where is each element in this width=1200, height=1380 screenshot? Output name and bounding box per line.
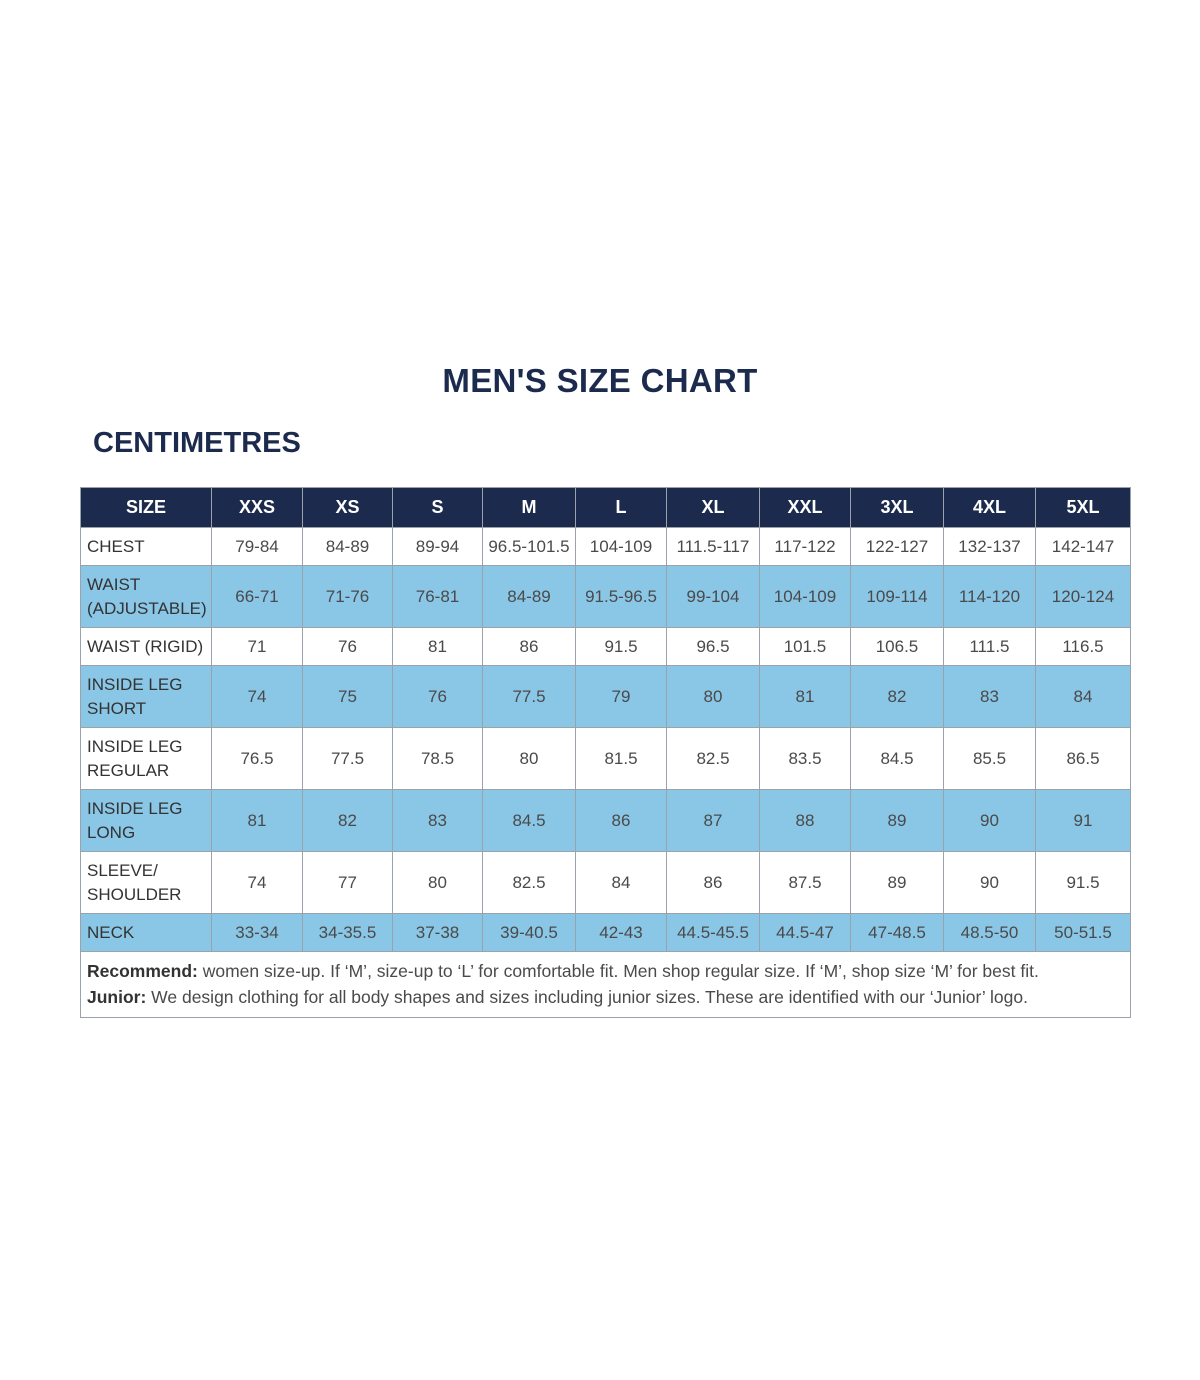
table-body bbox=[81, 528, 1131, 952]
recommend-label: Recommend: bbox=[87, 961, 198, 981]
table-cell: 84 bbox=[1036, 666, 1131, 728]
table-cell: 74 bbox=[212, 852, 303, 914]
table-cell: 86 bbox=[667, 852, 760, 914]
table-cell: 142-147 bbox=[1036, 528, 1131, 566]
table-cell: 82.5 bbox=[483, 852, 576, 914]
table-cell: 74 bbox=[212, 666, 303, 728]
header-size-l: L bbox=[576, 488, 667, 528]
row-label-line: (ADJUSTABLE) bbox=[87, 598, 207, 618]
table-row bbox=[81, 628, 1131, 666]
size-chart-table bbox=[80, 487, 1131, 1018]
table-cell: 84-89 bbox=[483, 566, 576, 628]
table-cell: 83.5 bbox=[760, 728, 851, 790]
table-cell: 50-51.5 bbox=[1036, 914, 1131, 952]
header-size-5xl: 5XL bbox=[1036, 488, 1131, 528]
table-cell: 120-124 bbox=[1036, 566, 1131, 628]
row-label-line: NECK bbox=[87, 922, 135, 942]
row-label-line: CHEST bbox=[87, 536, 145, 556]
table-cell: 82.5 bbox=[667, 728, 760, 790]
row-label-line: WAIST bbox=[87, 574, 141, 594]
row-label-line: INSIDE LEG bbox=[87, 798, 183, 818]
row-label bbox=[81, 914, 212, 952]
table-cell: 89 bbox=[851, 790, 944, 852]
row-label bbox=[81, 566, 212, 628]
notes-row bbox=[81, 952, 1131, 1018]
recommend-text: women size-up. If ‘M’, size-up to ‘L’ for comfortable fit. Men shop regular size. If ‘M’, shop size ‘M’ for best fit. bbox=[197, 961, 1039, 981]
table-cell: 85.5 bbox=[944, 728, 1036, 790]
row-label bbox=[81, 666, 212, 728]
table-cell: 89 bbox=[851, 852, 944, 914]
row-label-line: SHORT bbox=[87, 698, 147, 718]
table-cell: 77 bbox=[303, 852, 393, 914]
table-cell: 101.5 bbox=[760, 628, 851, 666]
table-row bbox=[81, 790, 1131, 852]
table-cell: 104-109 bbox=[760, 566, 851, 628]
header-size-xxs: XXS bbox=[212, 488, 303, 528]
table-row bbox=[81, 666, 1131, 728]
table-cell: 71 bbox=[212, 628, 303, 666]
header-size-s: S bbox=[393, 488, 483, 528]
table-cell: 39-40.5 bbox=[483, 914, 576, 952]
table-cell: 82 bbox=[851, 666, 944, 728]
page-title: MEN'S SIZE CHART bbox=[442, 362, 758, 399]
header-row bbox=[81, 488, 1131, 528]
table-cell: 96.5 bbox=[667, 628, 760, 666]
table-cell: 84-89 bbox=[303, 528, 393, 566]
row-label-line: WAIST (RIGID) bbox=[87, 636, 204, 656]
table-cell: 86.5 bbox=[1036, 728, 1131, 790]
row-label bbox=[81, 790, 212, 852]
table-cell: 117-122 bbox=[760, 528, 851, 566]
table-cell: 86 bbox=[576, 790, 667, 852]
table-cell: 42-43 bbox=[576, 914, 667, 952]
table-cell: 80 bbox=[393, 852, 483, 914]
table-cell: 80 bbox=[667, 666, 760, 728]
table-cell: 33-34 bbox=[212, 914, 303, 952]
table-row bbox=[81, 914, 1131, 952]
row-label-line: SLEEVE/ bbox=[87, 860, 158, 880]
table-cell: 79-84 bbox=[212, 528, 303, 566]
table-cell: 90 bbox=[944, 852, 1036, 914]
table-cell: 81 bbox=[393, 628, 483, 666]
table-cell: 91.5 bbox=[576, 628, 667, 666]
notes-cell bbox=[81, 952, 1131, 1018]
table-cell: 77.5 bbox=[483, 666, 576, 728]
table-cell: 82 bbox=[303, 790, 393, 852]
table-cell: 88 bbox=[760, 790, 851, 852]
table-cell: 79 bbox=[576, 666, 667, 728]
table-cell: 44.5-47 bbox=[760, 914, 851, 952]
row-label bbox=[81, 852, 212, 914]
table-cell: 47-48.5 bbox=[851, 914, 944, 952]
table-cell: 75 bbox=[303, 666, 393, 728]
table-cell: 76 bbox=[393, 666, 483, 728]
table-cell: 91.5 bbox=[1036, 852, 1131, 914]
table-cell: 83 bbox=[393, 790, 483, 852]
row-label bbox=[81, 628, 212, 666]
table-cell: 34-35.5 bbox=[303, 914, 393, 952]
table-cell: 89-94 bbox=[393, 528, 483, 566]
table-cell: 86 bbox=[483, 628, 576, 666]
table-cell: 96.5-101.5 bbox=[483, 528, 576, 566]
table-cell: 84.5 bbox=[483, 790, 576, 852]
table-cell: 111.5-117 bbox=[667, 528, 760, 566]
table-cell: 48.5-50 bbox=[944, 914, 1036, 952]
table-cell: 109-114 bbox=[851, 566, 944, 628]
header-size-xl: XL bbox=[667, 488, 760, 528]
table-cell: 106.5 bbox=[851, 628, 944, 666]
table-cell: 80 bbox=[483, 728, 576, 790]
table-cell: 84.5 bbox=[851, 728, 944, 790]
header-size-3xl: 3XL bbox=[851, 488, 944, 528]
table-cell: 122-127 bbox=[851, 528, 944, 566]
table-cell: 76.5 bbox=[212, 728, 303, 790]
table-cell: 84 bbox=[576, 852, 667, 914]
table-cell: 76 bbox=[303, 628, 393, 666]
row-label-line: LONG bbox=[87, 822, 136, 842]
table-cell: 90 bbox=[944, 790, 1036, 852]
row-label-line: SHOULDER bbox=[87, 884, 182, 904]
header-size-xxl: XXL bbox=[760, 488, 851, 528]
table-cell: 83 bbox=[944, 666, 1036, 728]
table-cell: 78.5 bbox=[393, 728, 483, 790]
table-cell: 91 bbox=[1036, 790, 1131, 852]
row-label bbox=[81, 528, 212, 566]
table-cell: 77.5 bbox=[303, 728, 393, 790]
header-size-xs: XS bbox=[303, 488, 393, 528]
table-cell: 116.5 bbox=[1036, 628, 1131, 666]
table-cell: 104-109 bbox=[576, 528, 667, 566]
table-cell: 99-104 bbox=[667, 566, 760, 628]
table-cell: 87.5 bbox=[760, 852, 851, 914]
table-cell: 111.5 bbox=[944, 628, 1036, 666]
row-label-line: INSIDE LEG bbox=[87, 736, 183, 756]
header-size-m: M bbox=[483, 488, 576, 528]
junior-note bbox=[87, 984, 1124, 1010]
junior-label: Junior: bbox=[87, 987, 147, 1007]
table-row bbox=[81, 728, 1131, 790]
table-cell: 71-76 bbox=[303, 566, 393, 628]
recommend-note bbox=[87, 958, 1124, 984]
table-cell: 81 bbox=[212, 790, 303, 852]
table-cell: 81.5 bbox=[576, 728, 667, 790]
table-row bbox=[81, 566, 1131, 628]
header-size-4xl: 4XL bbox=[944, 488, 1036, 528]
table-cell: 91.5-96.5 bbox=[576, 566, 667, 628]
table-cell: 87 bbox=[667, 790, 760, 852]
table-cell: 81 bbox=[760, 666, 851, 728]
junior-text: We design clothing for all body shapes and sizes including junior sizes. These are identified with our ‘Junior’ logo. bbox=[146, 987, 1028, 1007]
unit-heading: CENTIMETRES bbox=[93, 427, 301, 459]
header-size-label: SIZE bbox=[81, 488, 212, 528]
table-cell: 76-81 bbox=[393, 566, 483, 628]
table-cell: 132-137 bbox=[944, 528, 1036, 566]
row-label-line: REGULAR bbox=[87, 760, 170, 780]
table-cell: 114-120 bbox=[944, 566, 1036, 628]
table-row bbox=[81, 528, 1131, 566]
table-row bbox=[81, 852, 1131, 914]
row-label-line: INSIDE LEG bbox=[87, 674, 183, 694]
table-cell: 44.5-45.5 bbox=[667, 914, 760, 952]
table-cell: 37-38 bbox=[393, 914, 483, 952]
table-cell: 66-71 bbox=[212, 566, 303, 628]
row-label bbox=[81, 728, 212, 790]
